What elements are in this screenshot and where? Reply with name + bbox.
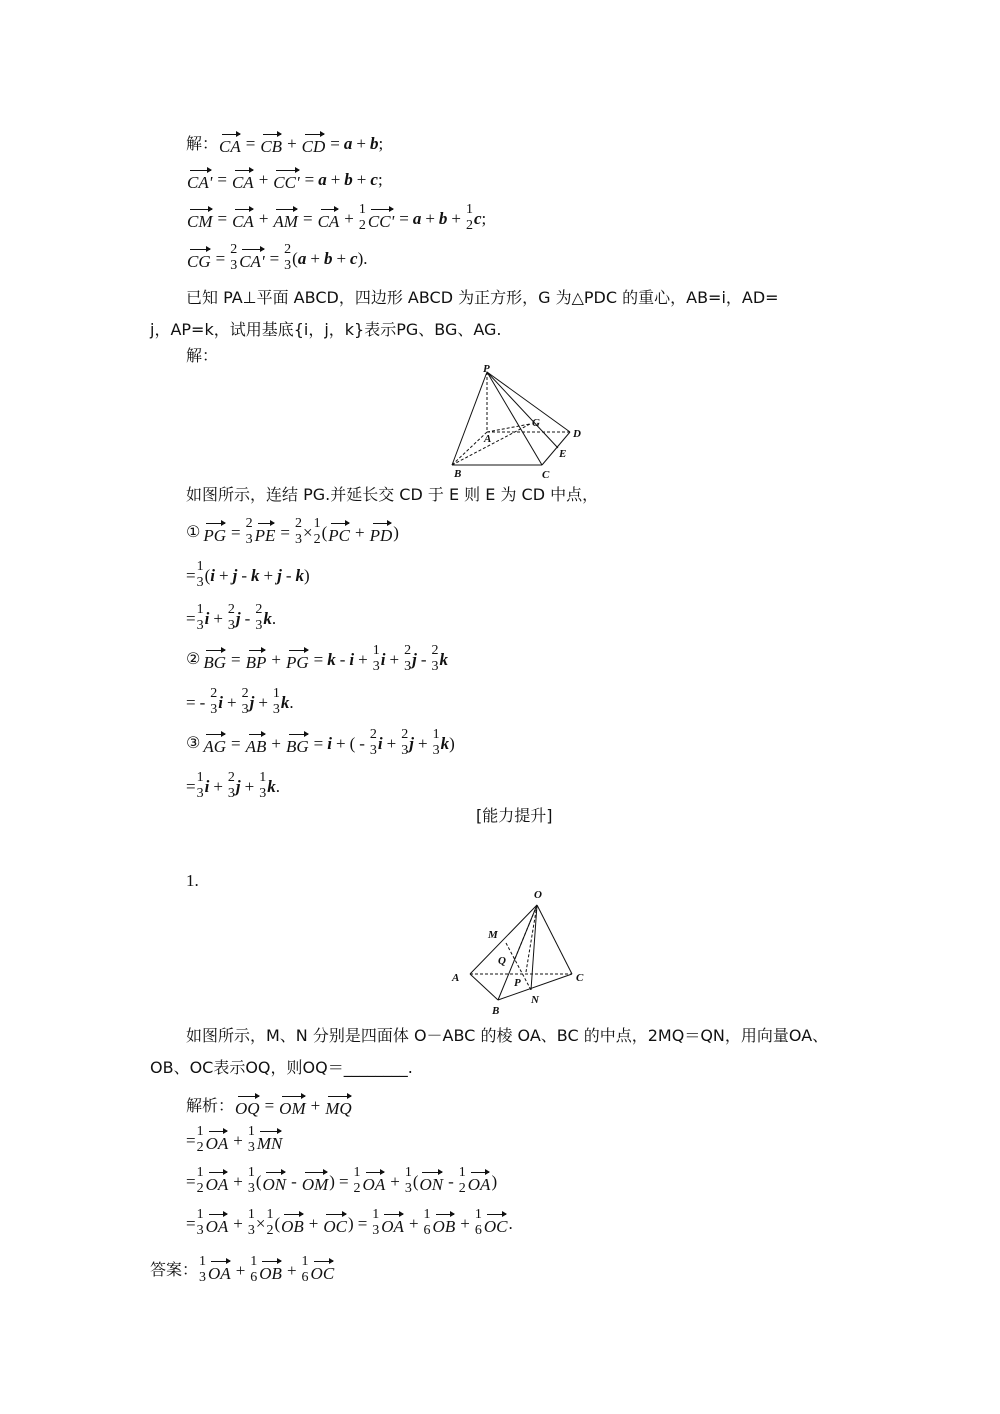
answer-line: 答案： 1 3 OA + 1 6 OB + 1 6 OC [150,1254,335,1285]
problem10-explanation: 如图所示，连结 PG.并延长交 CD 于 E 则 E 为 CD 中点， [186,485,599,504]
sol9-line-4: CG = 2 3 CA' = 2 3 ( a + b + c ). [187,242,368,273]
svg-text:D: D [573,428,581,440]
step-bg-1: ② BG = BP + PG = k - i + 1 3 i + 2 3 j - 2 3 k [186,643,448,674]
analysis-line-3: = 1 2 OA + 1 3 ( ON - OM ) = 1 2 OA + 1 3 ( ON - 1 2 OA ) [186,1165,498,1196]
svg-text:P: P [483,363,490,375]
answer-label: 答案： [150,1260,199,1279]
svg-text:B: B [454,468,462,480]
svg-text:O: O [534,889,542,901]
step-pg-2: = 1 3 ( i + j - k + j - k ) [186,559,310,590]
step-pg-3: = 1 3 i + 2 3 j - 2 3 k . [186,602,277,633]
analysis-line-1: 解析： OQ = OM + MQ [186,1095,352,1118]
svg-text:M: M [488,929,498,941]
svg-text:Q: Q [498,955,506,967]
analysis-label: 解析： [186,1095,235,1115]
pyramid-figure [440,362,600,482]
problem1-statement-1: 如图所示，M、N 分别是四面体 O－ABC 的棱 OA、BC 的中点，2MQ＝QN，用向量OA、 [186,1026,829,1045]
problem1-number: 1. [186,871,199,890]
analysis-line-2: = 1 2 OA + 1 3 MN [186,1124,283,1155]
svg-text:A: A [452,972,460,984]
tetrahedron-figure [448,886,598,1016]
problem10-statement-1: 已知 PA⊥平面 ABCD，四边形 ABCD 为正方形，G 为△PDC 的重心，AB=i，AD= [186,288,779,307]
analysis-line-4: = 1 3 OA + 1 3 × 1 2 ( OB + OC ) = 1 3 OA + 1 6 OB + 1 6 OC . [186,1207,513,1238]
svg-text:C: C [542,469,550,481]
step-pg-1: ① PG = 2 3 PE = 2 3 × 1 2 ( PC + PD ) [186,516,399,547]
sol9-line-3: CM = CA + AM = CA + 1 2 CC' = a + b + 1 2 c ; [187,202,487,233]
svg-text:A: A [484,433,492,445]
solution-label: 解： [186,133,219,153]
svg-text:N: N [531,994,539,1006]
svg-text:B: B [492,1005,500,1016]
problem10-statement-2: j，AP=k，试用基底{i，j，k}表示PG、BG、AG. [150,320,502,339]
sol9-line-1: 解： CA = CB + CD = a + b ; [186,133,384,156]
step-ag-1: ③ AG = AB + BG = i + ( - 2 3 i + 2 3 j + 1 3 k ) [186,727,455,758]
step-ag-2: = 1 3 i + 2 3 j + 1 3 k . [186,770,280,801]
step-bg-2: = - 2 3 i + 2 3 j + 1 3 k . [186,686,294,717]
problem1-statement-2: OB、OC表示OQ，则OQ＝________. [150,1058,413,1077]
section-heading: [能力提升] [476,806,553,825]
svg-text:P: P [514,977,521,989]
problem10-solution-label: 解： [186,346,219,365]
svg-text:C: C [576,972,584,984]
sol9-line-2: CA' = CA + CC' = a + b + c ; [187,170,383,192]
svg-text:E: E [559,448,567,460]
svg-text:G: G [532,417,540,429]
